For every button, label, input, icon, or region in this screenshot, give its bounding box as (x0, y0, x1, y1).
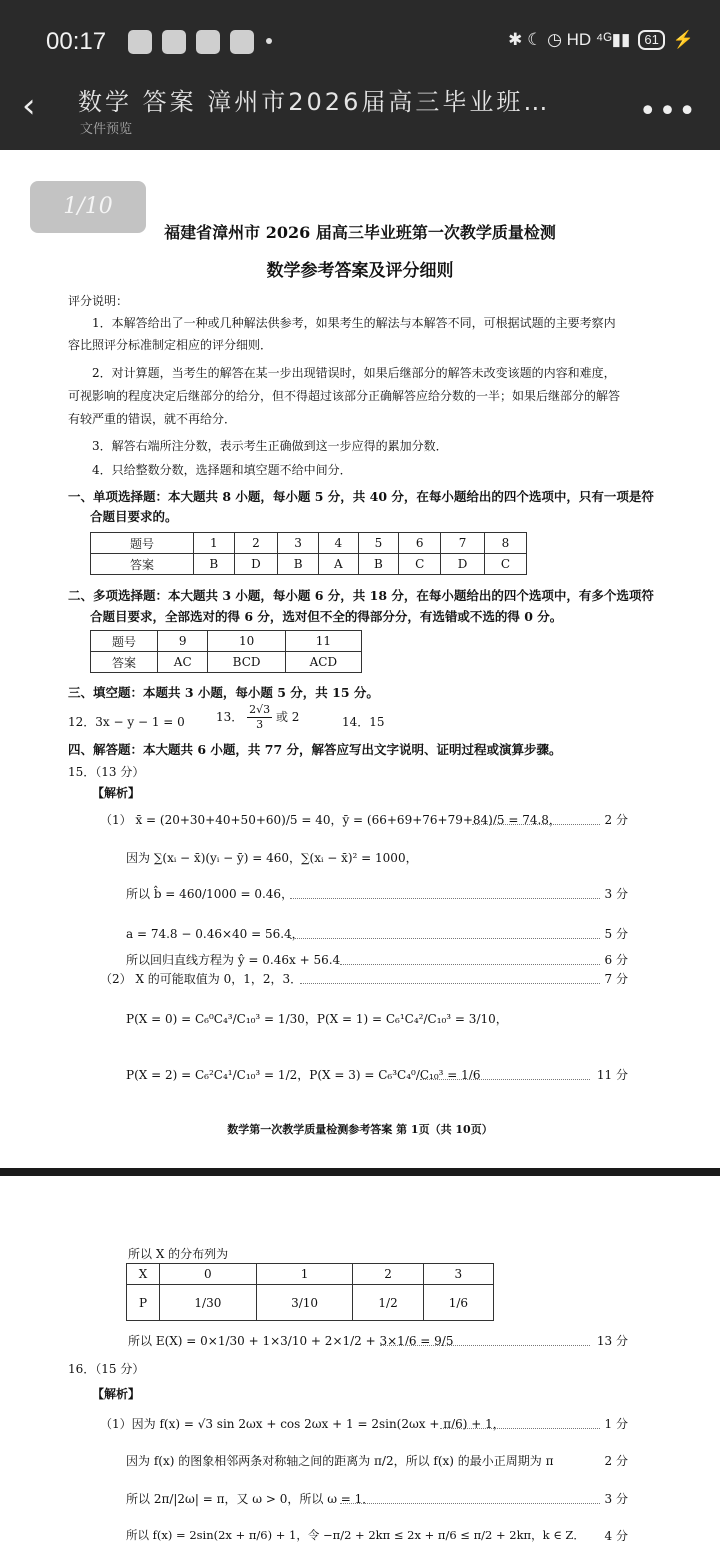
doc-title-2: 数学参考答案及评分细则 (266, 261, 454, 281)
distribution-x-cell: 2 (353, 1264, 423, 1285)
distribution-x-cell: 0 (160, 1264, 257, 1285)
analysis-label-16: 【解析】 (92, 1387, 141, 1401)
score-6: 6 分 (604, 953, 628, 967)
table-cell-question-number: 题号 (91, 533, 194, 554)
table-cell-answer: D (234, 554, 278, 575)
page-footer: 数学第一次教学质量检测参考答案 第 1页（共 10页） (227, 1123, 493, 1136)
table-cell-question-number: 11 (285, 631, 361, 652)
single-choice-answer-table (90, 532, 527, 575)
app-notification-icon (230, 30, 254, 54)
distribution-p-cell: 3/10 (256, 1285, 353, 1321)
fill-answer-12: 12．3x − y − 1 = 0 (68, 715, 185, 729)
distribution-p-cell: 1/30 (160, 1285, 257, 1321)
more-notifications-dot (266, 38, 272, 44)
section-2-heading: 二、多项选择题：本大题共 3 小题，每小题 6 分，共 18 分，在每小题给出的四个选项中，有多个选项符 (68, 588, 654, 603)
fill-answer-13-tail: 或 2 (275, 710, 300, 724)
distribution-p-cell: 1/2 (353, 1285, 423, 1321)
score-11: 11 分 (596, 1068, 628, 1082)
system-status-icons: ✱ ☾ ◷ HD ⁴ᴳ▮▮ (508, 30, 631, 49)
dotted-leader (290, 938, 600, 939)
more-options-button[interactable]: ••• (638, 94, 698, 129)
solution-line-1: （1） x̄ = (20+30+40+50+60)/5 = 40，ȳ = (66+69+76+79+84)/5 = 74.8， (100, 813, 561, 827)
table-cell-question-number: 7 (441, 533, 485, 554)
score16-1: 1 分 (604, 1417, 628, 1431)
page-divider (0, 1168, 720, 1176)
question-16-label: 16．（15 分） (68, 1362, 145, 1376)
solution-line-2: 因为 ∑(xᵢ − x̄)(yᵢ − ȳ) = 460，∑(xᵢ − x̄)² = 1000， (126, 851, 418, 865)
app-header (0, 0, 720, 150)
dotted-leader (440, 1428, 600, 1429)
table-cell-question-number: 题号 (91, 631, 158, 652)
table-cell-answer: D (441, 554, 485, 575)
multiple-choice-answer-table (90, 630, 362, 673)
table-cell-question-number: 5 (358, 533, 399, 554)
table-cell-question-number: 9 (157, 631, 208, 652)
solution-line-6: （2） X 的可能取值为 0，1，2，3． (100, 972, 303, 986)
solution-line-7: P(X = 0) = C₆⁰C₄³/C₁₀³ = 1/30，P(X = 1) = C₆¹C₄²/C₁₀³ = 3/10， (126, 1012, 508, 1026)
dotted-leader (380, 1345, 590, 1346)
table-cell-answer: C (399, 554, 441, 575)
table-cell-question-number: 6 (399, 533, 441, 554)
solution16-line-2: 因为 f(x) 的图象相邻两条对称轴之间的距离为 π/2，所以 f(x) 的最小正周期为 π (126, 1454, 554, 1468)
page-indicator: 1/10 (30, 181, 146, 233)
document-title: 数学 答案 漳州市2026届高三毕业班… (78, 88, 551, 116)
solution16-line-1: （1）因为 f(x) = √3 sin 2ωx + cos 2ωx + 1 = 2sin(2ωx + π/6) + 1， (100, 1417, 505, 1431)
distribution-x-cell: 3 (423, 1264, 493, 1285)
note-1a: 1．本解答给出了一种或几种解法供参考，如果考生的解法与本解答不同，可根据试题的主要考察内 (92, 316, 616, 330)
table-cell-answer: A (318, 554, 358, 575)
solution16-line-3: 所以 2π/|2ω| = π，又 ω > 0，所以 ω = 1． (126, 1492, 375, 1506)
table-cell-answer: AC (157, 652, 208, 673)
solution-line-8: P(X = 2) = C₆²C₄¹/C₁₀³ = 1/2，P(X = 3) = C₆³C₄⁰/C₁₀³ = 1/6 (126, 1068, 481, 1082)
solution-line-3: 所以 b̂ = 460/1000 = 0.46， (126, 887, 294, 901)
question-15-label: 15．（13 分） (68, 765, 145, 779)
fill-answer-13-fraction (247, 703, 272, 732)
distribution-p-cell: 1/6 (423, 1285, 493, 1321)
doc-title-1: 福建省漳州市 2026 届高三毕业班第一次教学质量检测 (164, 223, 556, 242)
fraction-denominator: 3 (256, 718, 264, 731)
note-2a: 2．对计算题，当考生的解答在某一步出现错误时，如果后继部分的解答未改变该题的内容和难度， (92, 366, 616, 380)
table-cell-question-number: 2 (234, 533, 278, 554)
table-cell-answer: BCD (208, 652, 285, 673)
dotted-leader (340, 1503, 600, 1504)
table-cell-answer: 答案 (91, 554, 194, 575)
status-bar (0, 28, 720, 60)
table-cell-answer: B (194, 554, 235, 575)
table-cell-answer: B (278, 554, 319, 575)
score-3: 3 分 (604, 887, 628, 901)
dotted-leader (472, 824, 600, 825)
table-cell-question-number: 8 (484, 533, 526, 554)
note-2b: 可视影响的程度决定后继部分的给分，但不得超过该部分正确解答应给分数的一半；如果后继部分的解答 (68, 389, 621, 403)
distribution-p-label: P (127, 1285, 160, 1321)
expectation-line: 所以 E(X) = 0×1/30 + 1×3/10 + 2×1/2 + 3×1/6 = 9/5 (128, 1334, 454, 1348)
scoring-intro: 评分说明： (68, 294, 129, 308)
section-3-heading: 三、填空题：本题共 3 小题，每小题 5 分，共 15 分。 (68, 685, 379, 700)
distribution-x-cell: 1 (256, 1264, 353, 1285)
score-13: 13 分 (596, 1334, 628, 1348)
note-4: 4．只给整数分数，选择题和填空题不给中间分． (92, 463, 352, 477)
dotted-leader (290, 898, 600, 899)
note-1b: 容比照评分标准制定相应的评分细则． (68, 338, 273, 352)
note-2c: 有较严重的错误，就不再给分． (68, 412, 237, 426)
table-cell-answer: C (484, 554, 526, 575)
score16-3: 3 分 (604, 1492, 628, 1506)
video-app-icon (162, 30, 186, 54)
solution-line-5: 所以回归直线方程为 ŷ = 0.46x + 56.4 (126, 953, 341, 967)
app-notification-icon (128, 30, 152, 54)
table-cell-answer: ACD (285, 652, 361, 673)
score16-2: 2 分 (604, 1454, 628, 1468)
section-1-heading: 一、单项选择题：本大题共 8 小题，每小题 5 分，共 40 分，在每小题给出的四个选项中，只有一项是符 (68, 489, 654, 504)
note-3: 3．解答右端所注分数，表示考生正确做到这一步应得的累加分数． (92, 439, 448, 453)
battery-icon: 61 (638, 30, 664, 50)
document-subtitle: 文件预览 (80, 122, 133, 137)
fill-answer-14: 14．15 (342, 715, 385, 729)
app-notification-icon (196, 30, 220, 54)
table-cell-question-number: 3 (278, 533, 319, 554)
system-status (508, 30, 694, 50)
score-7: 7 分 (604, 972, 628, 986)
back-button[interactable]: ‹ (22, 86, 36, 126)
solution-line-4: a = 74.8 − 0.46×40 = 56.4， (126, 927, 304, 941)
distribution-intro: 所以 X 的分布列为 (128, 1247, 229, 1261)
dotted-leader (300, 983, 600, 984)
score16-4: 4 分 (604, 1529, 628, 1543)
fill-answer-13-label: 13． (216, 710, 244, 724)
dotted-leader (420, 1079, 590, 1080)
dotted-leader (340, 964, 600, 965)
fill-answer-13 (216, 703, 299, 732)
table-cell-answer: B (358, 554, 399, 575)
section-4-heading: 四、解答题：本大题共 6 小题，共 77 分，解答应写出文字说明、证明过程或演算步骤。 (68, 742, 562, 757)
score-5: 5 分 (604, 927, 628, 941)
analysis-label: 【解析】 (92, 786, 141, 800)
table-cell-question-number: 1 (194, 533, 235, 554)
status-time: 00:17 (46, 28, 107, 55)
distribution-x-cell: X (127, 1264, 160, 1285)
table-cell-question-number: 10 (208, 631, 285, 652)
fraction-numerator: 2√3 (249, 703, 271, 716)
table-cell-answer: 答案 (91, 652, 158, 673)
section-1-heading-cont: 合题目要求的。 (90, 509, 178, 524)
charging-icon: ⚡ (672, 30, 694, 49)
section-2-heading-cont: 合题目要求，全部选对的得 6 分，选对但不全的得部分分，有选错或不选的得 0 分。 (90, 609, 563, 624)
distribution-table (126, 1263, 494, 1321)
solution16-line-4: 所以 f(x) = 2sin(2x + π/6) + 1，令 −π/2 + 2kπ ≤ 2x + π/6 ≤ π/2 + 2kπ，k ∈ Z． (126, 1528, 585, 1542)
table-cell-question-number: 4 (318, 533, 358, 554)
score-2: 2 分 (604, 813, 628, 827)
